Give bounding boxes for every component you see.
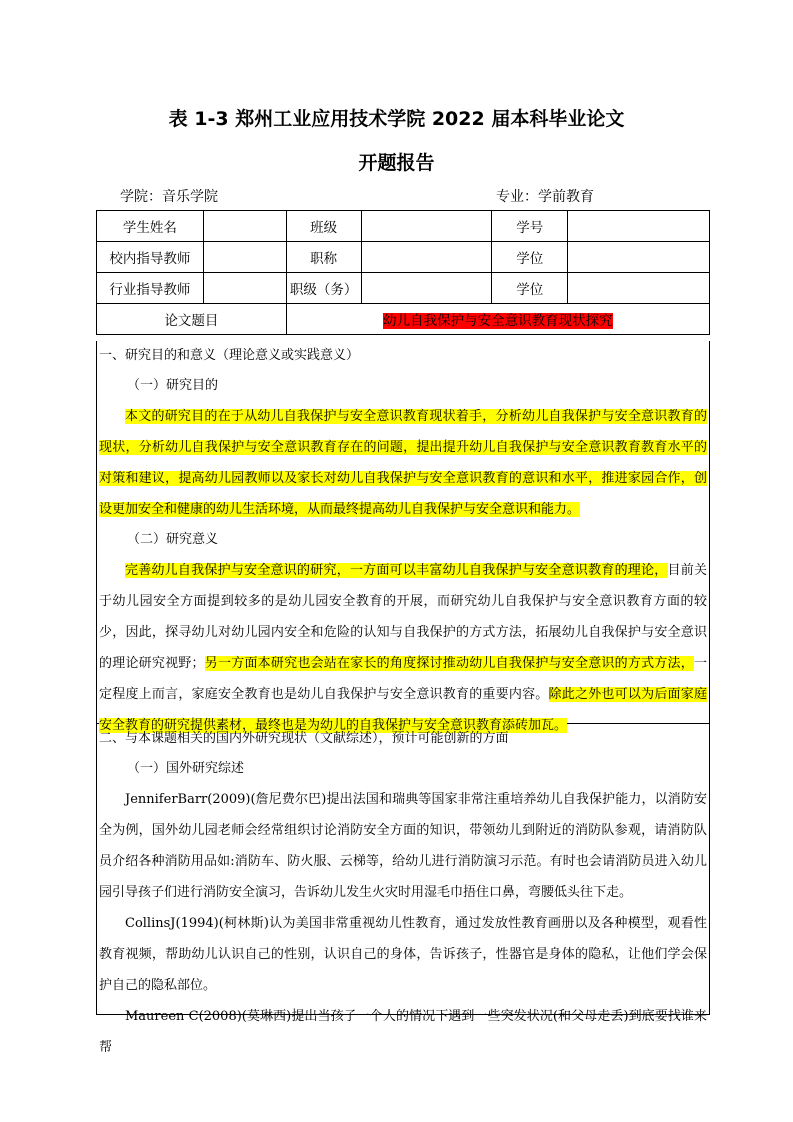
section2-para3: Maureen C(2008)(莫琳西)提出当孩子一个人的情况下遇到一些突发状况(和父母走丢)到底要找谁来帮 [99, 1009, 707, 1055]
para2-part-a: 完善幼儿自我保护与安全意识的研究，一方面可以丰富幼儿自我保护与安全意识教育的理论， [125, 563, 668, 578]
class-value[interactable] [361, 211, 492, 242]
student-id-value[interactable] [568, 211, 710, 242]
major-label: 专业：学前教育 [496, 189, 594, 205]
para2-part-c: 另一方面本研究也会站在家长的角度探讨推动幼儿自我保护与安全意识的方式方法， [204, 656, 694, 671]
position-value[interactable] [361, 273, 492, 304]
internal-advisor-label: 校内指导教师 [97, 242, 204, 273]
industry-advisor-value[interactable] [203, 273, 286, 304]
table-row [97, 211, 710, 242]
section1-para1: 本文的研究目的在于从幼儿自我保护与安全意识教育现状着手，分析幼儿自我保护与安全意识教育的现状，分析幼儿自我保护与安全意识教育存在的问题，提出提升幼儿自我保护与安全意识教育教育水平的对策和建议，提高幼儿园教师以及家长对幼儿自我保护与安全意识教育的意识和水平，推进家园合作，创设更加安全和健康的幼儿生活环境，从而最终提高幼儿自我保护与安全意识和能力。 [99, 409, 707, 517]
table-row [97, 242, 710, 273]
table-row [97, 273, 710, 304]
section-purpose [97, 341, 709, 733]
degree-value[interactable] [568, 242, 710, 273]
thesis-title-label: 论文题目 [97, 304, 287, 335]
degree-label: 学位 [492, 242, 568, 273]
section2-heading: 二、与本课题相关的国内外研究现状（文献综述），预计可能创新的方面 [99, 731, 509, 746]
para2-part-b: 目前关于幼儿园安全方面提到较多的是幼儿园安全教育的开展，而研究幼儿自我保护与安全意识教育方面的较少，因此，探寻幼儿对幼儿园内安全和危险的认知与自我保护的方式方法，拓展幼儿自我保护与安全意识的理论研究视野； [99, 563, 707, 671]
table-row [97, 304, 710, 335]
position-label: 职级（务） [286, 273, 361, 304]
thesis-title-cell[interactable] [286, 304, 709, 335]
title-rank-label: 职称 [286, 242, 361, 273]
document-title: 表 1-3 郑州工业应用技术学院 2022 届本科毕业论文 [168, 108, 625, 130]
section1-sub1: （一）研究目的 [127, 378, 219, 393]
section2-sub1: （一）国外研究综述 [127, 761, 245, 776]
college-label: 学院：音乐学院 [120, 189, 218, 205]
degree-value-2[interactable] [568, 273, 710, 304]
class-label: 班级 [286, 211, 361, 242]
para2-part-d: 一定程度上而言，家庭安全教育也是幼儿自我保护与安全意识教育的重要内容。 [99, 656, 707, 702]
section1-sub2: （二）研究意义 [127, 532, 219, 547]
para2-part-e: 除此之外也可以为后面家庭安全教育的研究提供素材，最终也是为幼儿的自我保护与安全意识教育添砖加瓦。 [99, 687, 707, 733]
report-body [96, 341, 710, 1055]
internal-advisor-value[interactable] [203, 242, 286, 273]
industry-advisor-label: 行业指导教师 [97, 273, 204, 304]
section2-para1: JenniferBarr(2009)(詹尼费尔巴)提出法国和瑞典等国家非常注重培养幼儿自我保护能力，以消防安全为例，国外幼儿园老师会经常组织讨论消防安全方面的知识，带领幼儿到附近的消防队参观，请消防队员介绍各种消防用品如:消防车、防火服、云梯等，给幼儿进行消防演习示范。有时也会请消防员进入幼儿园引导孩子们进行消防安全演习，告诉幼儿发生火灾时用湿毛巾捂住口鼻，弯腰低头往下走。 [99, 792, 707, 900]
student-id-label: 学号 [492, 211, 568, 242]
student-name-value[interactable] [203, 211, 286, 242]
document-subtitle: 开题报告 [358, 152, 435, 174]
section2-para2: CollinsJ(1994)(柯林斯)认为美国非常重视幼儿性教育，通过发放性教育画册以及各种模型，观看性教育视频，帮助幼儿认识自己的性别，认识自己的身体，告诉孩子，性器官是身体的隐私，让他们学会保护自己的隐私部位。 [99, 916, 707, 993]
thesis-title-value: 幼儿自我保护与安全意识教育现状探究 [383, 313, 613, 329]
student-name-label: 学生姓名 [97, 211, 204, 242]
info-table [96, 210, 710, 335]
section1-para1-wrap [97, 401, 709, 525]
degree-label-2: 学位 [492, 273, 568, 304]
title-rank-value[interactable] [361, 242, 492, 273]
section1-heading: 一、研究目的和意义（理论意义或实践意义） [99, 348, 360, 363]
section1-para2 [97, 555, 709, 741]
section-literature [97, 724, 709, 1055]
